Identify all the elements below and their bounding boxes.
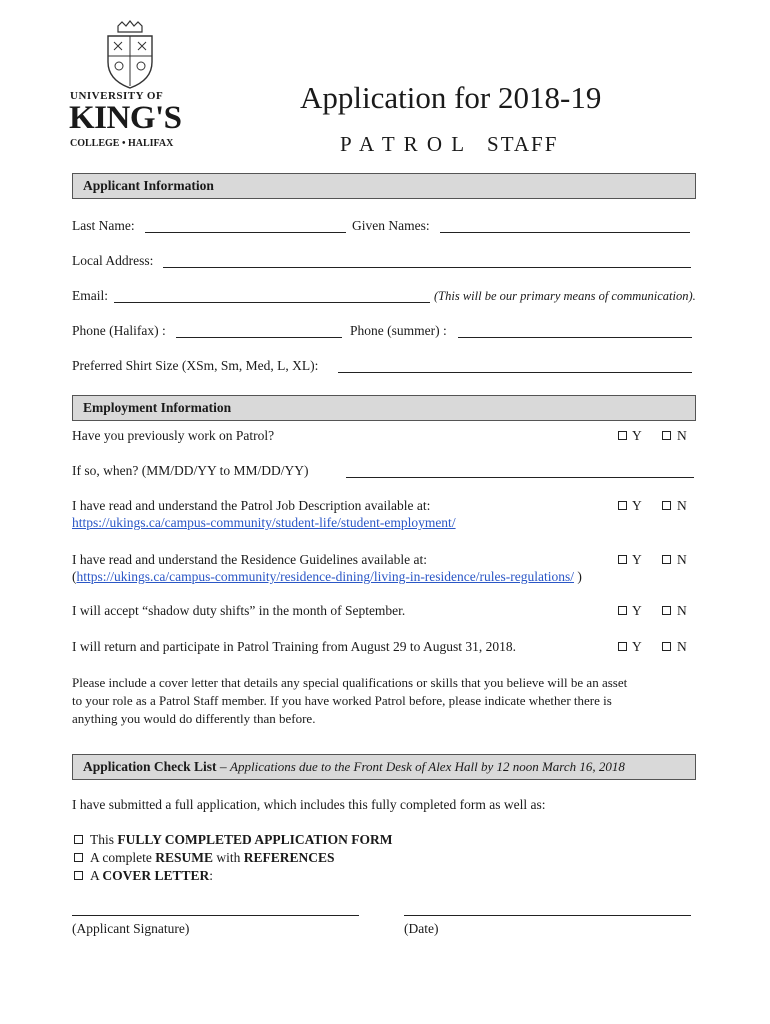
q2-text: I have read and understand the Patrol Job Description available at: — [72, 498, 431, 513]
q3-no-label: N — [677, 552, 687, 567]
checklist-item-cover-post: : — [209, 868, 214, 883]
local-address-field[interactable] — [163, 267, 691, 268]
q1-no-checkbox[interactable] — [662, 431, 671, 440]
q3-yes-label: Y — [632, 552, 642, 567]
shirt-size-field[interactable] — [338, 372, 692, 373]
checklist-item-cover-bold: COVER LETTER — [102, 868, 210, 883]
checklist-item-resume — [90, 850, 335, 866]
cover-letter-note — [72, 674, 702, 728]
date-field[interactable] — [404, 915, 691, 916]
logo-line-1: UNIVERSITY OF — [70, 90, 164, 102]
job-description-link[interactable]: https://ukings.ca/campus-community/student-life/student-employment/ — [72, 515, 456, 530]
q3-close-paren: ) — [574, 569, 582, 584]
checklist-item-cover-checkbox[interactable] — [74, 871, 83, 880]
q4-no-checkbox[interactable] — [662, 606, 671, 615]
q1-yes-checkbox[interactable] — [618, 431, 627, 440]
checklist-item-cover — [90, 868, 213, 884]
applicant-signature-field[interactable] — [72, 915, 359, 916]
checklist-item-resume-pre: A complete — [90, 850, 156, 865]
checklist-item-cover-pre: A — [90, 868, 103, 883]
local-address-label: Local Address: — [72, 253, 154, 268]
q3-yes-checkbox[interactable] — [618, 555, 627, 564]
checklist-item-form-bold: FULLY COMPLETED APPLICATION FORM — [117, 832, 393, 847]
employment-section-title: Employment Information — [83, 400, 232, 415]
checklist-item-form — [90, 832, 393, 848]
last-name-label: Last Name: — [72, 218, 135, 233]
email-label: Email: — [72, 288, 108, 303]
applicant-section-header — [72, 173, 696, 199]
logo-line-3: COLLEGE • HALIFAX — [70, 138, 174, 149]
q3-open-paren: ( — [72, 569, 77, 584]
checklist-intro: I have submitted a full application, which includes this fully completed form as well as: — [72, 797, 546, 812]
crest-icon — [70, 20, 190, 90]
page-subtitle: P A T R O L STAFF — [340, 132, 559, 156]
q3-link-line — [72, 569, 582, 585]
cover-note-line-2: to your role as a Patrol Staff member. If you have worked Patrol before, please indicate whether there is — [72, 693, 612, 708]
q5-yes-checkbox[interactable] — [618, 642, 627, 651]
page-title: Application for 2018-19 — [300, 80, 602, 115]
phone-halifax-label: Phone (Halifax) : — [72, 323, 166, 338]
phone-summer-field[interactable] — [458, 337, 692, 338]
q1-dates-field[interactable] — [346, 477, 694, 478]
university-logo — [70, 20, 190, 150]
q1-followup-text: If so, when? (MM/DD/YY to MM/DD/YY) — [72, 463, 309, 478]
q2-no-label: N — [677, 498, 687, 513]
checklist-item-references-bold: REFERENCES — [243, 850, 335, 865]
q3-no-checkbox[interactable] — [662, 555, 671, 564]
checklist-section-title: Application Check List — [83, 759, 217, 774]
q4-no-label: N — [677, 603, 687, 618]
given-names-field[interactable] — [440, 232, 690, 233]
applicant-section-title: Applicant Information — [83, 178, 214, 193]
q5-no-checkbox[interactable] — [662, 642, 671, 651]
checklist-item-form-pre: This — [90, 832, 118, 847]
checklist-item-resume-bold: RESUME — [155, 850, 213, 865]
q3-text: I have read and understand the Residence Guidelines available at: — [72, 552, 427, 567]
q5-yes-label: Y — [632, 639, 642, 654]
checklist-section-label — [83, 759, 625, 775]
q5-no-label: N — [677, 639, 687, 654]
checklist-deadline-note: Applications due to the Front Desk of Alex Hall by 12 noon March 16, 2018 — [230, 759, 625, 774]
q1-no-label: N — [677, 428, 687, 443]
q4-yes-checkbox[interactable] — [618, 606, 627, 615]
q2-yes-label: Y — [632, 498, 642, 513]
last-name-field[interactable] — [145, 232, 346, 233]
checklist-item-form-checkbox[interactable] — [74, 835, 83, 844]
cover-note-line-1: Please include a cover letter that details any special qualifications or skills that you believe will be an asset — [72, 675, 628, 690]
checklist-section-header — [72, 754, 696, 780]
checklist-item-resume-mid: with — [213, 850, 244, 865]
email-field[interactable] — [114, 302, 430, 303]
q2-no-checkbox[interactable] — [662, 501, 671, 510]
cover-note-line-3: anything you would do differently than before. — [72, 711, 316, 726]
q2-yes-checkbox[interactable] — [618, 501, 627, 510]
phone-halifax-field[interactable] — [176, 337, 342, 338]
q4-text: I will accept “shadow duty shifts” in the month of September. — [72, 603, 406, 618]
residence-guidelines-link[interactable]: https://ukings.ca/campus-community/residence-dining/living-in-residence/rules-regulations/ — [76, 569, 575, 584]
email-note: (This will be our primary means of communication). — [434, 289, 696, 303]
checklist-section-dash: – — [216, 759, 231, 774]
employment-section-header — [72, 395, 696, 421]
q1-yes-label: Y — [632, 428, 642, 443]
date-label: (Date) — [404, 921, 439, 936]
logo-line-2: KING'S — [69, 100, 182, 136]
given-names-label: Given Names: — [352, 218, 430, 233]
applicant-signature-label: (Applicant Signature) — [72, 921, 190, 936]
shirt-size-label: Preferred Shirt Size (XSm, Sm, Med, L, XL): — [72, 358, 319, 373]
q5-text: I will return and participate in Patrol Training from August 29 to August 31, 2018. — [72, 639, 516, 654]
phone-summer-label: Phone (summer) : — [350, 323, 447, 338]
q1-text: Have you previously work on Patrol? — [72, 428, 275, 443]
q4-yes-label: Y — [632, 603, 642, 618]
checklist-item-resume-checkbox[interactable] — [74, 853, 83, 862]
